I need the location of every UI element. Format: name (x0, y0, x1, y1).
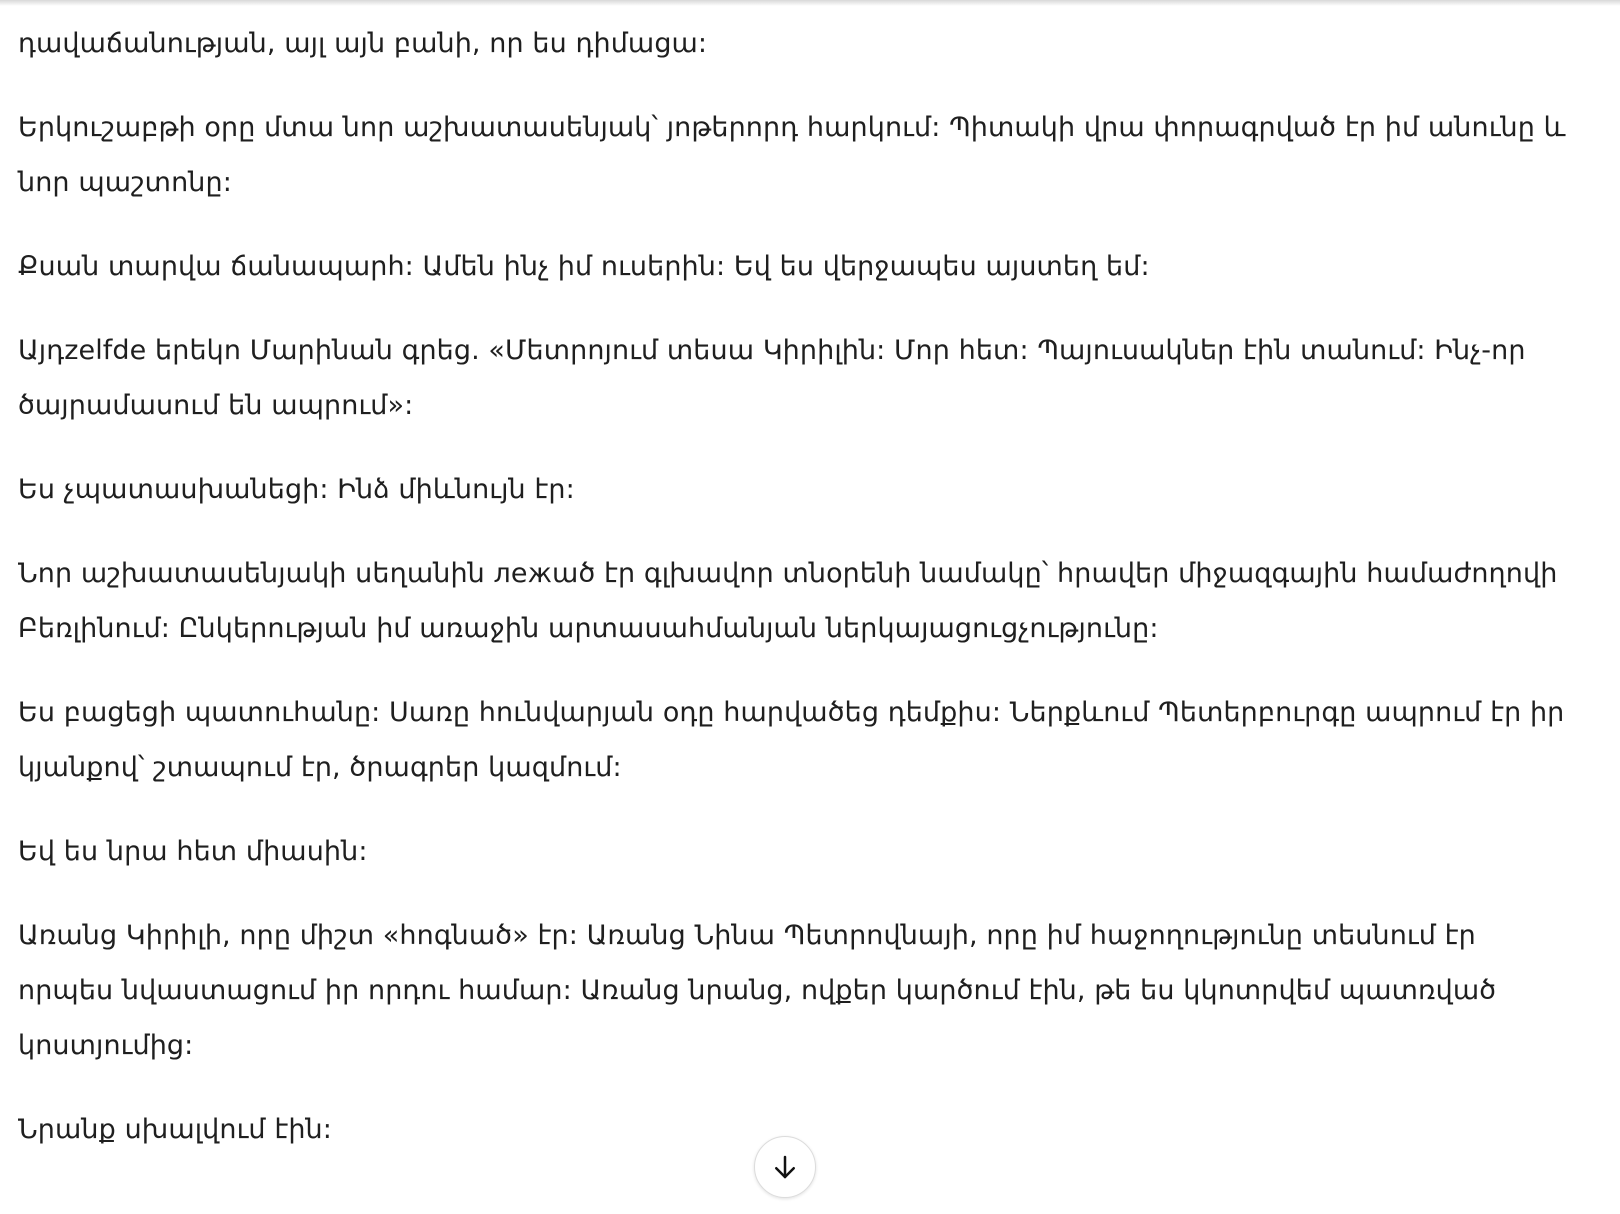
paragraph-3: Քսան տարվա ճանապարհ: Ամեն ինչ իմ ուսերին: Եվ ես վերջապես այստեղ եմ: (18, 251, 1150, 282)
top-fade (0, 0, 1620, 6)
paragraph-8: Եվ ես նրա հետ միասին: (18, 836, 368, 867)
paragraph-7: Ես բացեցի պատուհանը: Սառը հունվարյան օդը հարվածեց դեմքիս: Ներքևում Պետերբուրգը ապրում էր իր կյանքով՝ շտապում էր, ծրագրեր կազմում: (18, 697, 1565, 783)
paragraph-2: Երկուշաբթի օրը մտա նոր աշխատասենյակ՝ յոթերորդ հարկում: Պիտակի վրա փորագրված էր իմ անունը և նոր պաշտոնը: (18, 112, 1566, 198)
paragraph-4: Այդzelfde երեկո Մարինան գրեց. «Մետրոյում տեսա Կիրիլին: Մոր հետ: Պայուսակներ էին տանում: Ինչ-որ ծայրամասում են ապրում»: (18, 335, 1526, 421)
paragraph-10: Նրանք սխալվում էին: (18, 1114, 332, 1145)
arrow-down-icon (770, 1152, 800, 1182)
paragraph-1: դավաճանության, այլ այն բանի, որ ես դիմացա: (18, 28, 708, 59)
scroll-to-bottom-button[interactable] (754, 1136, 816, 1198)
article-text (18, 16, 1578, 1186)
paragraph-9: Առանց Կիրիլի, որը միշտ «հոգնած» էր: Առանց Նինա Պետրովնայի, որը իմ հաջողությունը տեսնում էր որպես նվաստացում իր որդու համար: Առանց նրանց, ովքեր կարծում էին, թե ես կկոտրվեմ պատռված կոստյումից: (18, 920, 1497, 1061)
paragraph-5: Ես չպատասխանեցի: Ինձ միևնույն էր: (18, 474, 575, 505)
paragraph-6: Նոր աշխատասենյակի սեղանին лежած էր գլխավոր տնօրենի նամակը՝ հրավեր միջազգային համաժողովի Բեռլինում: Ընկերության իմ առաջին արտասահմանյան ներկայացուցչությունը: (18, 558, 1558, 644)
